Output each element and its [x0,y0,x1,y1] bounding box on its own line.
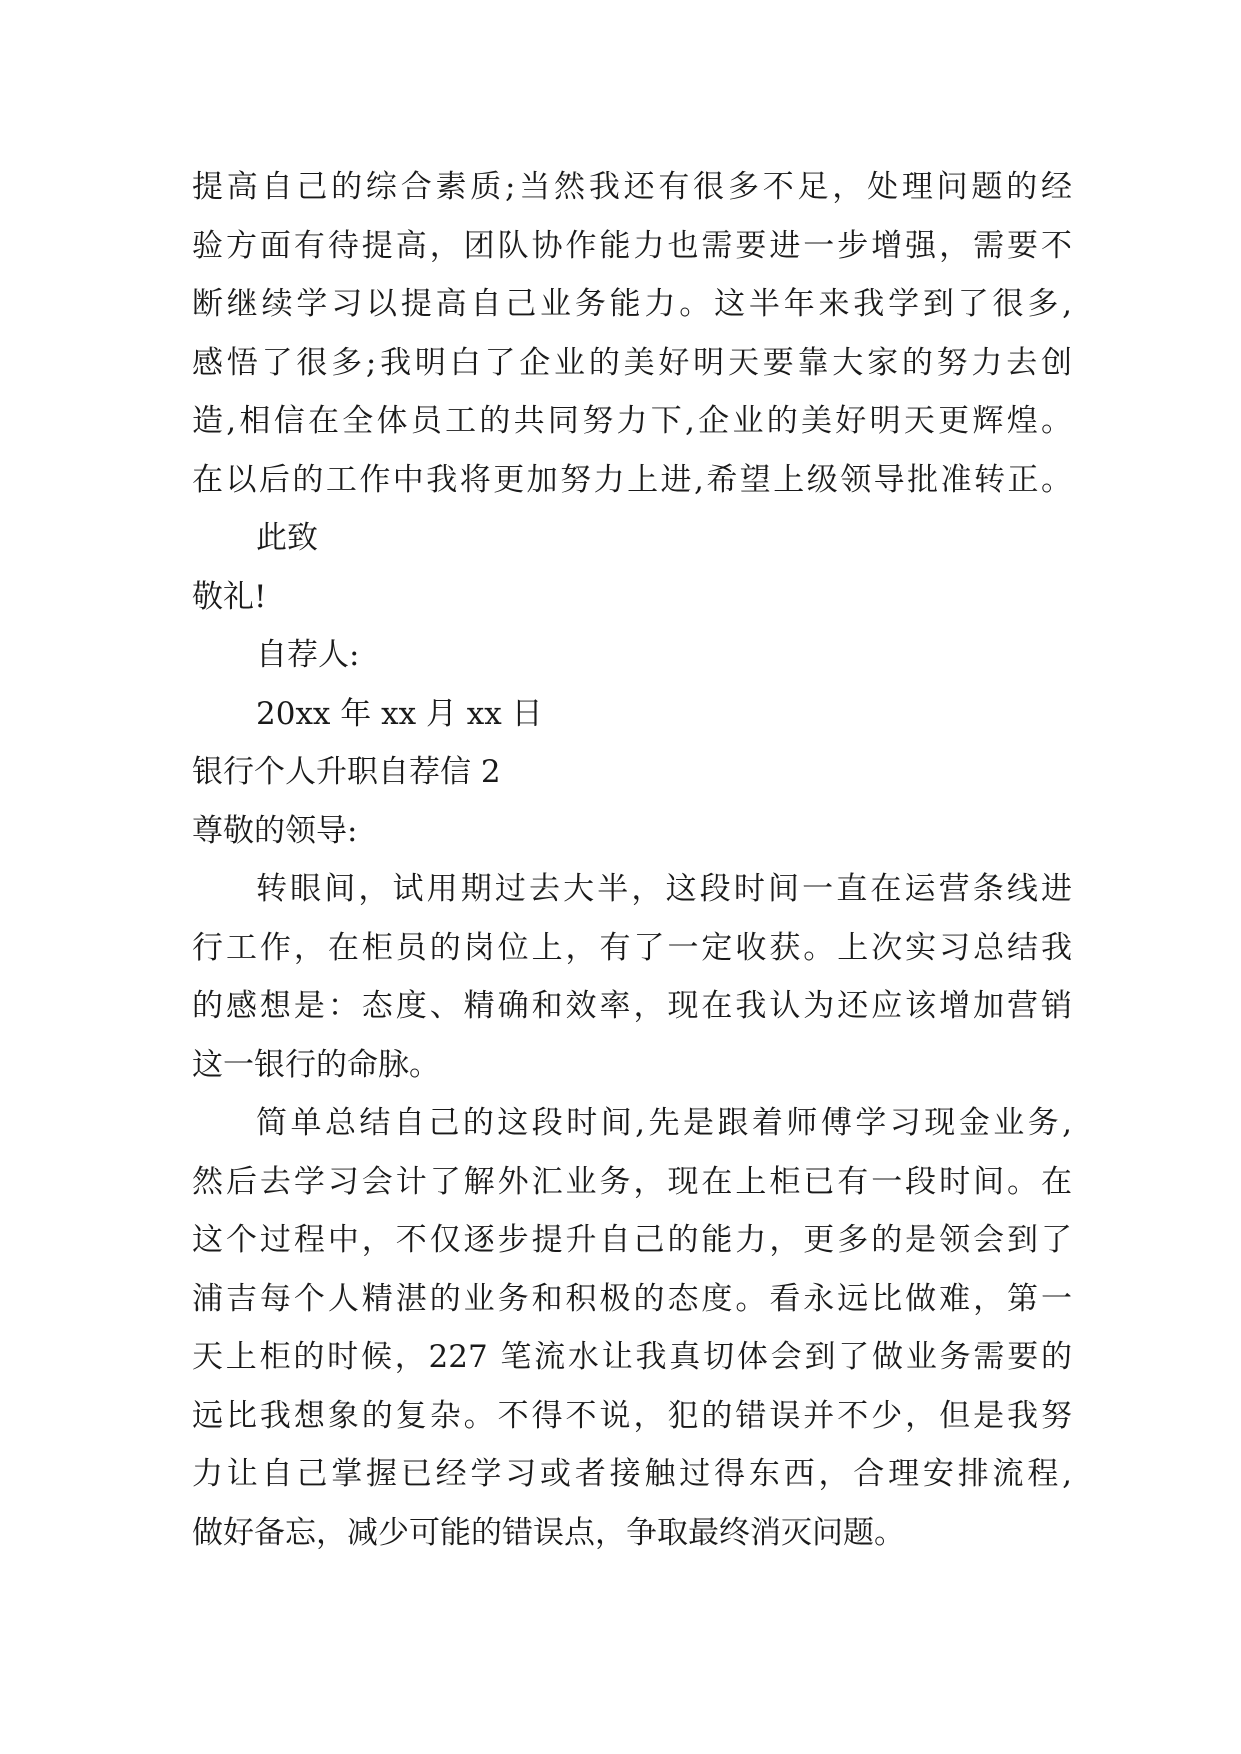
paragraph-line: 这一银行的命脉。 [192,1046,440,1083]
body-line: 感悟了很多;我明白了企业的美好明天要靠大家的努力去创 [192,344,1072,381]
body-line: 提高自己的综合素质;当然我还有很多不足，处理问题的经 [192,169,1072,205]
paragraph-line: 力让自己掌握已经学习或者接触过得东西，合理安排流程, [192,1456,1072,1492]
closing-phrase: 此致 [256,520,318,556]
letter-date: 20xx 年 xx 月 xx 日 [256,695,543,732]
document-body [192,158,1072,1562]
paragraph-line: 做好备忘，减少可能的错误点，争取最终消灭问题。 [192,1514,905,1551]
paragraph-line: 天上柜的时候，227 笔流水让我真切体会到了做业务需要的 [192,1339,1072,1375]
body-line: 断继续学习以提高自己业务能力。这半年来我学到了很多, [192,286,1072,322]
paragraph-line: 然后去学习会计了解外汇业务，现在上柜已有一段时间。在 [192,1163,1072,1200]
salutation: 敬礼! [192,578,267,615]
paragraph-line: 的感想是：态度、精确和效率，现在我认为还应该增加营销 [192,988,1072,1024]
body-line: 在以后的工作中我将更加努力上进,希望上级领导批准转正。 [192,461,1072,498]
body-line: 造,相信在全体员工的共同努力下,企业的美好明天更辉煌。 [192,403,1072,439]
signer-label: 自荐人: [256,637,360,673]
section-title: 银行个人升职自荐信 2 [192,754,501,790]
paragraph-line: 远比我想象的复杂。不得不说，犯的错误并不少，但是我努 [192,1397,1072,1434]
paragraph-line: 转眼间，试用期过去大半，这段时间一直在运营条线进 [256,871,1072,907]
body-line: 验方面有待提高，团队协作能力也需要进一步增强，需要不 [192,227,1072,264]
paragraph-line: 浦吉每个人精湛的业务和积极的态度。看永远比做难，第一 [192,1280,1072,1317]
paragraph-line: 这个过程中，不仅逐步提升自己的能力，更多的是领会到了 [192,1222,1072,1258]
paragraph-line: 行工作，在柜员的岗位上，有了一定收获。上次实习总结我 [192,929,1072,966]
greeting: 尊敬的领导: [192,812,358,849]
paragraph-line: 简单总结自己的这段时间,先是跟着师傅学习现金业务, [256,1105,1072,1141]
